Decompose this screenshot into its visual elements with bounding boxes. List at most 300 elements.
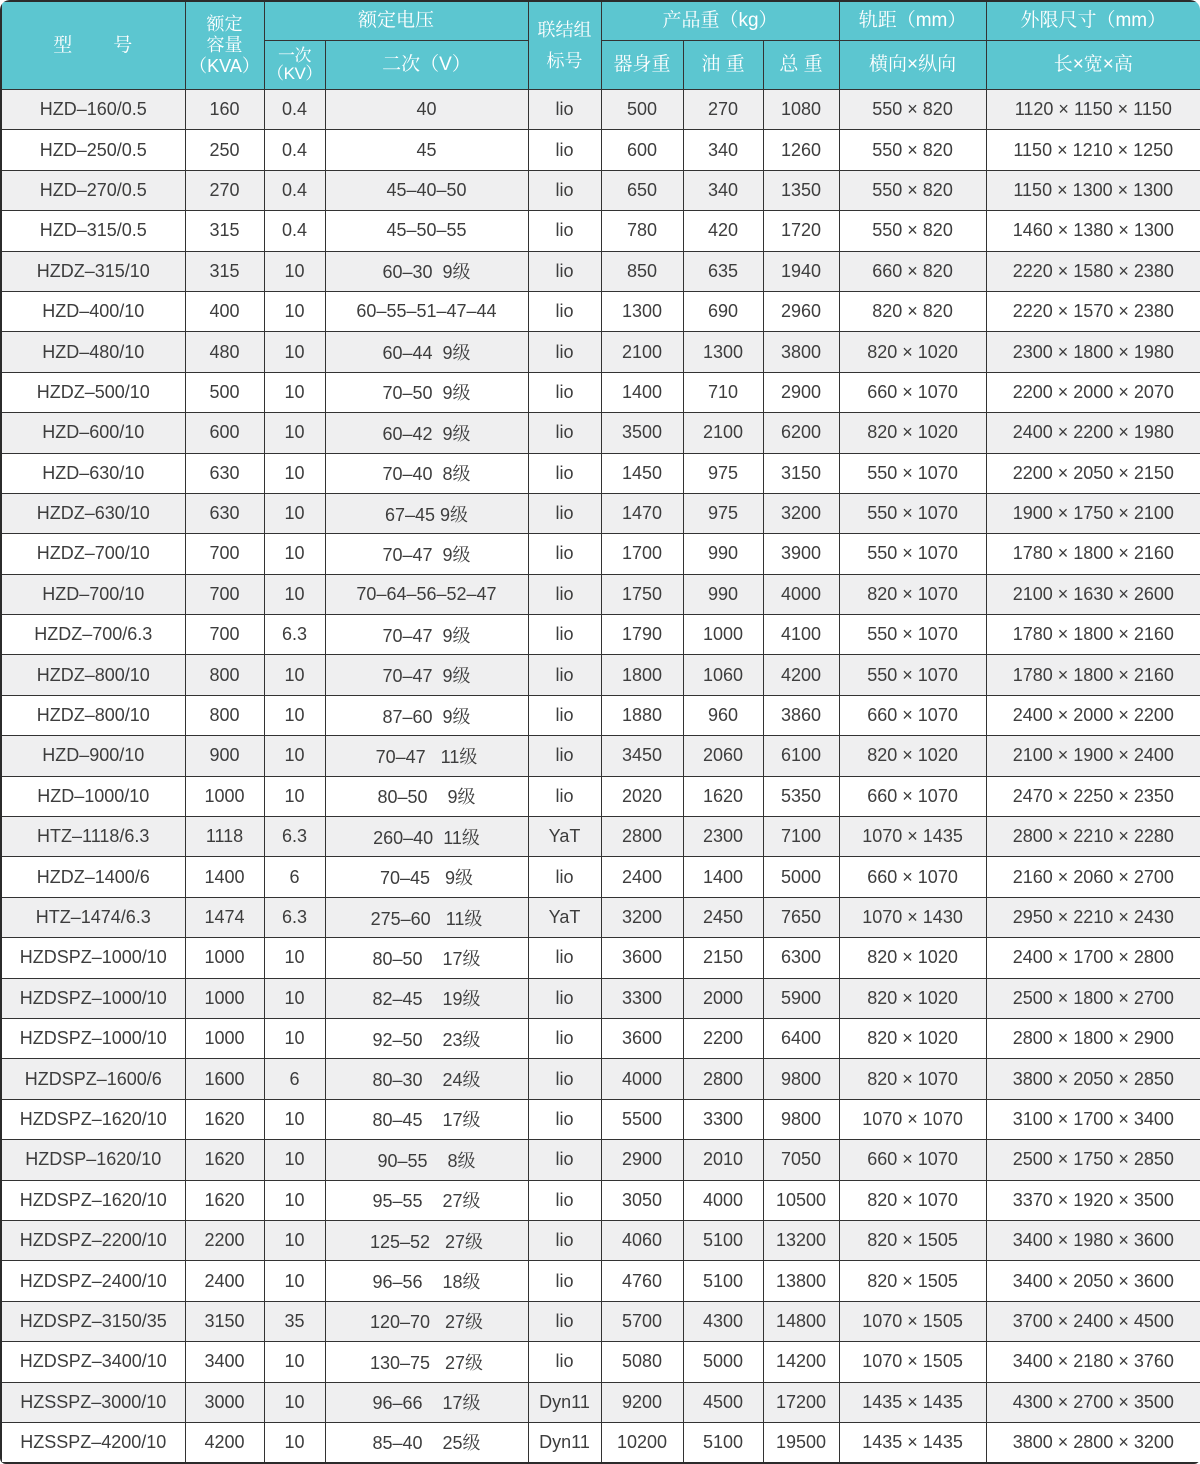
cell-primary-voltage: 10 [264,695,325,735]
cell-oil-weight: 2000 [683,978,763,1018]
cell-track-gauge: 820 × 1070 [839,1059,986,1099]
cell-connection-symbol: lio [528,978,601,1018]
cell-primary-voltage: 10 [264,1382,325,1422]
cell-body-weight: 650 [601,170,683,210]
cell-rated-capacity: 250 [185,130,264,170]
cell-track-gauge: 660 × 1070 [839,1140,986,1180]
cell-secondary-voltage: 60–30 9级 [325,251,528,291]
table-row [1,817,1200,857]
cell-rated-capacity: 480 [185,332,264,372]
cell-total-weight: 7100 [763,817,839,857]
table-row [1,1059,1200,1099]
col-header-total-weight: 总 重 [763,41,839,90]
cell-rated-capacity: 3400 [185,1342,264,1382]
cell-secondary-voltage: 92–50 23级 [325,1018,528,1058]
cell-outline-dimensions: 3400 × 2180 × 3760 [986,1342,1200,1382]
cell-track-gauge: 820 × 1070 [839,574,986,614]
cell-model: HZD–315/0.5 [1,211,185,251]
cell-secondary-voltage: 60–42 9级 [325,413,528,453]
cell-rated-capacity: 630 [185,453,264,493]
cell-model: HTZ–1118/6.3 [1,817,185,857]
table-body [1,90,1200,1464]
cell-rated-capacity: 1620 [185,1140,264,1180]
cell-outline-dimensions: 2950 × 2210 × 2430 [986,897,1200,937]
cell-model: HZDZ–630/10 [1,493,185,533]
table-row [1,291,1200,331]
cell-track-gauge: 820 × 1020 [839,413,986,453]
table-row [1,332,1200,372]
cell-connection-symbol: lio [528,1180,601,1220]
cell-body-weight: 5500 [601,1099,683,1139]
cell-rated-capacity: 800 [185,655,264,695]
cell-connection-symbol: lio [528,938,601,978]
cell-rated-capacity: 1118 [185,817,264,857]
cell-oil-weight: 5100 [683,1261,763,1301]
cell-outline-dimensions: 2400 × 2000 × 2200 [986,695,1200,735]
cell-primary-voltage: 10 [264,938,325,978]
cell-track-gauge: 820 × 1505 [839,1220,986,1260]
cell-secondary-voltage: 40 [325,90,528,130]
cell-connection-symbol: lio [528,90,601,130]
cell-body-weight: 1450 [601,453,683,493]
cell-connection-symbol: lio [528,453,601,493]
cell-model: HZDSP–1620/10 [1,1140,185,1180]
cell-total-weight: 6100 [763,736,839,776]
cell-oil-weight: 340 [683,130,763,170]
cell-track-gauge: 820 × 1020 [839,938,986,978]
cell-model: HZDSPZ–1000/10 [1,938,185,978]
cell-primary-voltage: 10 [264,413,325,453]
table-row [1,453,1200,493]
cell-total-weight: 1260 [763,130,839,170]
table-row [1,1261,1200,1301]
cell-oil-weight: 2200 [683,1018,763,1058]
cell-outline-dimensions: 2800 × 2210 × 2280 [986,817,1200,857]
cell-secondary-voltage: 70–47 11级 [325,736,528,776]
cell-total-weight: 1350 [763,170,839,210]
cell-connection-symbol: lio [528,534,601,574]
cell-rated-capacity: 700 [185,534,264,574]
col-header-model-label: 型 号 [53,34,134,56]
col-header-oil-weight: 油 重 [683,41,763,90]
col-header-capacity-line3: （KVA） [189,55,260,76]
cell-secondary-voltage: 45–50–55 [325,211,528,251]
cell-body-weight: 4060 [601,1220,683,1260]
cell-secondary-voltage: 45 [325,130,528,170]
table-row [1,493,1200,533]
cell-connection-symbol: YaT [528,897,601,937]
cell-oil-weight: 1620 [683,776,763,816]
cell-track-gauge: 820 × 820 [839,291,986,331]
cell-primary-voltage: 0.4 [264,170,325,210]
col-header-weight-group: 产品重（kg） [601,1,839,41]
cell-total-weight: 6300 [763,938,839,978]
cell-body-weight: 2020 [601,776,683,816]
cell-secondary-voltage: 95–55 27级 [325,1180,528,1220]
cell-model: HZDZ–1400/6 [1,857,185,897]
cell-track-gauge: 550 × 1070 [839,615,986,655]
cell-model: HZDSPZ–3150/35 [1,1301,185,1341]
cell-primary-voltage: 6.3 [264,897,325,937]
cell-rated-capacity: 2400 [185,1261,264,1301]
cell-total-weight: 9800 [763,1059,839,1099]
cell-oil-weight: 2010 [683,1140,763,1180]
table-row [1,1382,1200,1422]
cell-body-weight: 3050 [601,1180,683,1220]
cell-model: HZDSPZ–1620/10 [1,1099,185,1139]
cell-primary-voltage: 10 [264,1140,325,1180]
table-row [1,978,1200,1018]
cell-body-weight: 780 [601,211,683,251]
cell-outline-dimensions: 3700 × 2400 × 4500 [986,1301,1200,1341]
cell-secondary-voltage: 70–64–56–52–47 [325,574,528,614]
cell-secondary-voltage: 80–50 9级 [325,776,528,816]
cell-total-weight: 3900 [763,534,839,574]
cell-connection-symbol: lio [528,1059,601,1099]
col-header-dims-group: 外限尺寸（mm） [986,1,1200,41]
cell-outline-dimensions: 2200 × 2050 × 2150 [986,453,1200,493]
cell-total-weight: 5900 [763,978,839,1018]
cell-track-gauge: 820 × 1020 [839,332,986,372]
cell-track-gauge: 550 × 820 [839,90,986,130]
cell-secondary-voltage: 130–75 27级 [325,1342,528,1382]
cell-secondary-voltage: 67–45 9级 [325,493,528,533]
cell-primary-voltage: 10 [264,978,325,1018]
cell-rated-capacity: 2200 [185,1220,264,1260]
cell-secondary-voltage: 80–45 17级 [325,1099,528,1139]
cell-model: HZD–630/10 [1,453,185,493]
cell-total-weight: 1720 [763,211,839,251]
cell-model: HZDSPZ–1000/10 [1,1018,185,1058]
cell-connection-symbol: lio [528,413,601,453]
cell-secondary-voltage: 45–40–50 [325,170,528,210]
cell-total-weight: 7650 [763,897,839,937]
cell-oil-weight: 1400 [683,857,763,897]
cell-secondary-voltage: 70–40 8级 [325,453,528,493]
col-header-body-weight: 器身重 [601,41,683,90]
cell-body-weight: 1400 [601,372,683,412]
cell-body-weight: 600 [601,130,683,170]
table-row [1,695,1200,735]
cell-total-weight: 19500 [763,1422,839,1463]
table-row [1,736,1200,776]
cell-secondary-voltage: 80–30 24级 [325,1059,528,1099]
cell-track-gauge: 660 × 1070 [839,857,986,897]
cell-body-weight: 3300 [601,978,683,1018]
cell-secondary-voltage: 120–70 27级 [325,1301,528,1341]
col-header-connection [528,1,601,90]
cell-primary-voltage: 6 [264,857,325,897]
cell-primary-voltage: 6 [264,1059,325,1099]
cell-body-weight: 850 [601,251,683,291]
cell-oil-weight: 710 [683,372,763,412]
cell-rated-capacity: 1000 [185,978,264,1018]
cell-outline-dimensions: 2200 × 2000 × 2070 [986,372,1200,412]
table-row [1,1342,1200,1382]
cell-connection-symbol: YaT [528,817,601,857]
cell-outline-dimensions: 3370 × 1920 × 3500 [986,1180,1200,1220]
cell-model: HZDZ–500/10 [1,372,185,412]
cell-total-weight: 3200 [763,493,839,533]
cell-outline-dimensions: 2220 × 1580 × 2380 [986,251,1200,291]
table-row [1,372,1200,412]
cell-primary-voltage: 10 [264,493,325,533]
cell-outline-dimensions: 1780 × 1800 × 2160 [986,615,1200,655]
table-row [1,1018,1200,1058]
cell-secondary-voltage: 260–40 11级 [325,817,528,857]
cell-rated-capacity: 270 [185,170,264,210]
cell-rated-capacity: 700 [185,574,264,614]
cell-outline-dimensions: 1150 × 1210 × 1250 [986,130,1200,170]
col-header-connection-line1: 联结组 [537,19,592,40]
cell-oil-weight: 2060 [683,736,763,776]
cell-total-weight: 10500 [763,1180,839,1220]
cell-track-gauge: 550 × 1070 [839,534,986,574]
table-row [1,1220,1200,1260]
col-header-dims-sub: 长×宽×高 [986,41,1200,90]
cell-body-weight: 1700 [601,534,683,574]
cell-primary-voltage: 10 [264,1180,325,1220]
cell-connection-symbol: lio [528,655,601,695]
col-header-connection-line2: 标号 [546,50,583,71]
cell-total-weight: 2900 [763,372,839,412]
cell-outline-dimensions: 3800 × 2050 × 2850 [986,1059,1200,1099]
cell-primary-voltage: 10 [264,453,325,493]
cell-connection-symbol: lio [528,615,601,655]
cell-track-gauge: 1070 × 1505 [839,1342,986,1382]
cell-track-gauge: 660 × 1070 [839,776,986,816]
cell-secondary-voltage: 80–50 17级 [325,938,528,978]
cell-primary-voltage: 10 [264,251,325,291]
cell-outline-dimensions: 2500 × 1750 × 2850 [986,1140,1200,1180]
cell-body-weight: 4760 [601,1261,683,1301]
cell-body-weight: 4000 [601,1059,683,1099]
cell-outline-dimensions: 1780 × 1800 × 2160 [986,655,1200,695]
cell-outline-dimensions: 3800 × 2800 × 3200 [986,1422,1200,1463]
cell-model: HZDSPZ–2200/10 [1,1220,185,1260]
cell-rated-capacity: 1620 [185,1099,264,1139]
cell-rated-capacity: 1000 [185,938,264,978]
cell-track-gauge: 1070 × 1505 [839,1301,986,1341]
cell-track-gauge: 1070 × 1435 [839,817,986,857]
cell-model: HTZ–1474/6.3 [1,897,185,937]
col-header-capacity-line2: 容量 [206,35,243,56]
cell-primary-voltage: 10 [264,736,325,776]
cell-total-weight: 6400 [763,1018,839,1058]
cell-total-weight: 5350 [763,776,839,816]
col-header-gauge-group: 轨距（mm） [839,1,986,41]
cell-track-gauge: 660 × 1070 [839,372,986,412]
cell-model: HZD–160/0.5 [1,90,185,130]
cell-connection-symbol: Dyn11 [528,1382,601,1422]
cell-connection-symbol: lio [528,1099,601,1139]
cell-rated-capacity: 1620 [185,1180,264,1220]
cell-primary-voltage: 10 [264,776,325,816]
cell-connection-symbol: lio [528,1342,601,1382]
cell-model: HZDSPZ–3400/10 [1,1342,185,1382]
table-row [1,655,1200,695]
cell-primary-voltage: 6.3 [264,615,325,655]
cell-track-gauge: 550 × 1070 [839,655,986,695]
col-header-primary [264,41,325,90]
cell-oil-weight: 3300 [683,1099,763,1139]
cell-body-weight: 3200 [601,897,683,937]
cell-body-weight: 2900 [601,1140,683,1180]
table-row [1,938,1200,978]
cell-total-weight: 1080 [763,90,839,130]
cell-track-gauge: 550 × 1070 [839,453,986,493]
cell-total-weight: 4200 [763,655,839,695]
cell-body-weight: 5080 [601,1342,683,1382]
cell-total-weight: 6200 [763,413,839,453]
cell-oil-weight: 270 [683,90,763,130]
cell-connection-symbol: lio [528,170,601,210]
cell-rated-capacity: 1000 [185,776,264,816]
table-row [1,90,1200,130]
table-row [1,130,1200,170]
cell-secondary-voltage: 70–45 9级 [325,857,528,897]
cell-track-gauge: 550 × 1070 [839,493,986,533]
cell-track-gauge: 550 × 820 [839,211,986,251]
cell-outline-dimensions: 3400 × 1980 × 3600 [986,1220,1200,1260]
cell-model: HZD–700/10 [1,574,185,614]
cell-model: HZDSPZ–1000/10 [1,978,185,1018]
cell-model: HZD–1000/10 [1,776,185,816]
cell-body-weight: 1750 [601,574,683,614]
cell-oil-weight: 975 [683,493,763,533]
cell-rated-capacity: 700 [185,615,264,655]
col-header-secondary: 二次（V） [325,41,528,90]
cell-connection-symbol: lio [528,1018,601,1058]
cell-rated-capacity: 3000 [185,1382,264,1422]
table-row [1,1140,1200,1180]
cell-track-gauge: 1070 × 1430 [839,897,986,937]
cell-body-weight: 500 [601,90,683,130]
cell-rated-capacity: 600 [185,413,264,453]
cell-connection-symbol: lio [528,291,601,331]
cell-primary-voltage: 0.4 [264,211,325,251]
cell-connection-symbol: lio [528,372,601,412]
cell-track-gauge: 820 × 1070 [839,1180,986,1220]
cell-total-weight: 3860 [763,695,839,735]
cell-rated-capacity: 900 [185,736,264,776]
cell-connection-symbol: Dyn11 [528,1422,601,1463]
cell-outline-dimensions: 1120 × 1150 × 1150 [986,90,1200,130]
col-header-capacity [185,1,264,90]
cell-model: HZDZ–800/10 [1,695,185,735]
cell-rated-capacity: 630 [185,493,264,533]
cell-outline-dimensions: 2160 × 2060 × 2700 [986,857,1200,897]
cell-primary-voltage: 10 [264,1018,325,1058]
table-row [1,897,1200,937]
cell-connection-symbol: lio [528,211,601,251]
cell-rated-capacity: 1400 [185,857,264,897]
cell-total-weight: 4100 [763,615,839,655]
cell-outline-dimensions: 2500 × 1800 × 2700 [986,978,1200,1018]
cell-outline-dimensions: 4300 × 2700 × 3500 [986,1382,1200,1422]
cell-rated-capacity: 800 [185,695,264,735]
cell-body-weight: 3500 [601,413,683,453]
cell-primary-voltage: 10 [264,291,325,331]
cell-connection-symbol: lio [528,857,601,897]
cell-rated-capacity: 315 [185,211,264,251]
cell-track-gauge: 550 × 820 [839,130,986,170]
cell-oil-weight: 4300 [683,1301,763,1341]
cell-model: HZDZ–800/10 [1,655,185,695]
cell-oil-weight: 4500 [683,1382,763,1422]
cell-body-weight: 1470 [601,493,683,533]
cell-track-gauge: 820 × 1505 [839,1261,986,1301]
cell-body-weight: 2100 [601,332,683,372]
cell-model: HZDZ–700/10 [1,534,185,574]
cell-oil-weight: 340 [683,170,763,210]
cell-connection-symbol: lio [528,695,601,735]
cell-total-weight: 4000 [763,574,839,614]
cell-oil-weight: 1060 [683,655,763,695]
cell-model: HZDZ–315/10 [1,251,185,291]
cell-oil-weight: 2150 [683,938,763,978]
col-header-primary-line2: （KV） [267,64,322,83]
table-row [1,615,1200,655]
cell-rated-capacity: 400 [185,291,264,331]
cell-total-weight: 1940 [763,251,839,291]
cell-primary-voltage: 10 [264,332,325,372]
col-header-model [1,1,185,90]
cell-oil-weight: 690 [683,291,763,331]
cell-secondary-voltage: 82–45 19级 [325,978,528,1018]
cell-total-weight: 17200 [763,1382,839,1422]
cell-outline-dimensions: 1900 × 1750 × 2100 [986,493,1200,533]
cell-body-weight: 9200 [601,1382,683,1422]
cell-body-weight: 3600 [601,938,683,978]
table-row [1,211,1200,251]
cell-primary-voltage: 10 [264,1261,325,1301]
cell-oil-weight: 5100 [683,1422,763,1463]
cell-body-weight: 1880 [601,695,683,735]
cell-primary-voltage: 35 [264,1301,325,1341]
cell-connection-symbol: lio [528,332,601,372]
cell-connection-symbol: lio [528,1220,601,1260]
cell-rated-capacity: 1600 [185,1059,264,1099]
cell-oil-weight: 5100 [683,1220,763,1260]
cell-model: HZD–900/10 [1,736,185,776]
cell-primary-voltage: 10 [264,655,325,695]
cell-total-weight: 14800 [763,1301,839,1341]
cell-total-weight: 14200 [763,1342,839,1382]
cell-rated-capacity: 3150 [185,1301,264,1341]
cell-connection-symbol: lio [528,736,601,776]
table-row [1,574,1200,614]
cell-oil-weight: 635 [683,251,763,291]
cell-secondary-voltage: 70–47 9级 [325,655,528,695]
cell-track-gauge: 1070 × 1070 [839,1099,986,1139]
cell-oil-weight: 2450 [683,897,763,937]
table-row [1,1422,1200,1463]
cell-primary-voltage: 10 [264,1422,325,1463]
cell-track-gauge: 1435 × 1435 [839,1422,986,1463]
table-header [1,1,1200,90]
cell-secondary-voltage: 96–66 17级 [325,1382,528,1422]
cell-primary-voltage: 10 [264,1220,325,1260]
col-header-voltage-group: 额定电压 [264,1,528,41]
cell-model: HZDSPZ–1620/10 [1,1180,185,1220]
cell-connection-symbol: lio [528,776,601,816]
cell-model: HZSSPZ–4200/10 [1,1422,185,1463]
cell-track-gauge: 660 × 820 [839,251,986,291]
cell-total-weight: 7050 [763,1140,839,1180]
cell-rated-capacity: 1000 [185,1018,264,1058]
table-row [1,857,1200,897]
